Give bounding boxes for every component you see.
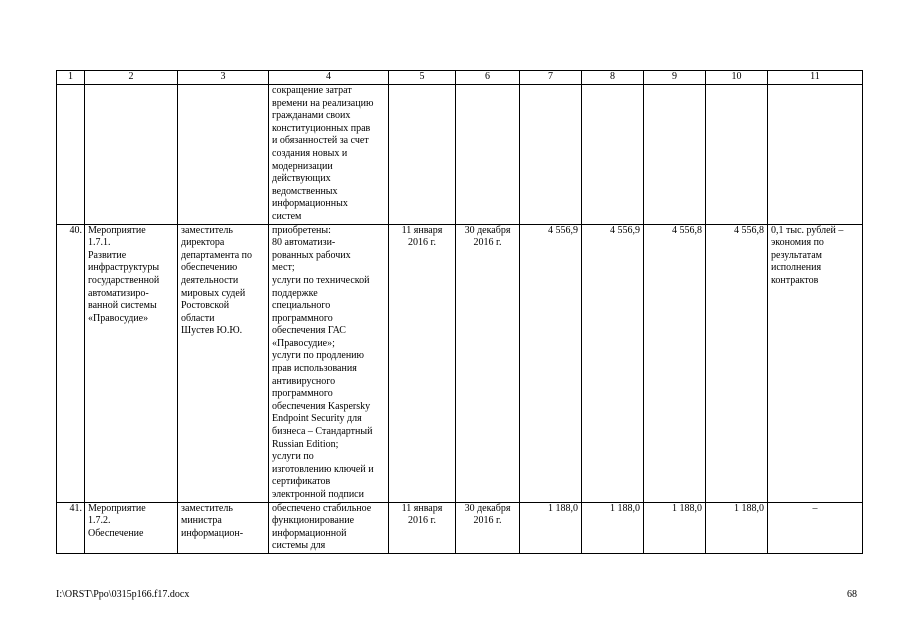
cell-text-line: услуги по: [272, 451, 314, 463]
header-row: [57, 71, 863, 85]
start-date-cell: [389, 224, 456, 502]
table-cell: [57, 85, 85, 225]
cell-text-line: гражданами своих: [272, 110, 351, 122]
cell-text-line: 2016 г.: [473, 237, 502, 249]
cell-text-line: программного: [272, 312, 333, 324]
cell-text-line: услуги по технической: [272, 274, 370, 286]
cell-text-line: директора: [181, 237, 225, 249]
measures-table: [56, 70, 863, 554]
column-header: 3: [178, 71, 269, 85]
amount-cell: 1 188,0: [644, 502, 706, 553]
cell-text-line: заместитель: [181, 502, 233, 514]
amount-cell: 1 188,0: [706, 502, 768, 553]
cell-text-line: 2016 г.: [473, 515, 502, 527]
cell-text-line: департамента по: [181, 249, 253, 261]
cell-text-line: времени на реализацию: [272, 97, 374, 109]
amount-cell: 1 188,0: [520, 502, 582, 553]
cell-text-line: бизнеса – Стандартный: [272, 426, 373, 438]
cell-text-line: автоматизиро-: [88, 287, 149, 299]
table-row: [57, 85, 863, 225]
cell-text-line: 30 декабря: [464, 224, 511, 236]
cell-text-line: изготовлению ключей и: [272, 463, 374, 475]
cell-text-line: обеспечено стабильное: [272, 502, 372, 514]
cell-text-line: электронной подписи: [272, 489, 364, 500]
table-cell: [520, 85, 582, 225]
column-header: 8: [582, 71, 644, 85]
table-row: [57, 502, 863, 553]
cell-text-line: обеспечения Kaspersky: [272, 400, 371, 412]
cell-text-line: рованных рабочих: [272, 249, 351, 261]
table-cell: [706, 85, 768, 225]
cell-text-line: государственной: [88, 274, 160, 286]
cell-text-line: инфраструктуры: [88, 262, 160, 274]
table-cell: [178, 85, 269, 225]
table-cell: [269, 85, 389, 225]
cell-text-line: приобретены:: [272, 224, 331, 236]
responsible-cell: [178, 224, 269, 502]
cell-text-line: 30 декабря: [464, 502, 511, 514]
cell-text-line: экономия по: [771, 237, 824, 249]
cell-text-line: сертификатов: [272, 476, 331, 488]
cell-text-line: Мероприятие: [88, 224, 146, 236]
cell-text-line: функционирование: [272, 515, 355, 527]
start-date-cell: [389, 502, 456, 553]
footer-file-path: I:\ORST\Ppo\0315p166.f17.docx: [56, 589, 190, 600]
cell-text-line: создания новых и: [272, 147, 348, 159]
cell-text-line: систем: [272, 210, 302, 222]
cell-text-line: Russian Edition;: [272, 438, 339, 450]
cell-text-line: заместитель: [181, 224, 233, 236]
amount-cell: 4 556,9: [582, 224, 644, 502]
cell-text-line: мест;: [272, 262, 295, 274]
cell-text-line: –: [812, 502, 818, 514]
cell-text-line: модернизации: [272, 160, 333, 172]
table-cell: [456, 85, 520, 225]
cell-text-line: деятельности: [181, 274, 239, 286]
column-header: 9: [644, 71, 706, 85]
column-header: 6: [456, 71, 520, 85]
result-cell: [269, 224, 389, 502]
cell-text-line: контрактов: [771, 274, 819, 286]
table-cell: [644, 85, 706, 225]
cell-text-line: ванной системы: [88, 300, 157, 312]
end-date-cell: [456, 502, 520, 553]
cell-text-line: мировых судей: [181, 287, 246, 299]
cell-text-line: результатам: [771, 249, 822, 261]
cell-text-line: сокращение затрат: [272, 85, 352, 96]
amount-cell: 1 188,0: [582, 502, 644, 553]
table-cell: [582, 85, 644, 225]
cell-text-line: прав использования: [272, 363, 357, 375]
cell-text-line: 80 автоматизи-: [272, 237, 336, 249]
amount-cell: 4 556,8: [644, 224, 706, 502]
cell-text-line: 2016 г.: [408, 237, 436, 249]
cell-text-line: действующих: [272, 173, 331, 185]
cell-text-line: Обеспечение: [88, 527, 144, 539]
cell-text-line: «Правосудие»;: [272, 337, 335, 349]
amount-cell: 4 556,9: [520, 224, 582, 502]
cell-text-line: информационной: [272, 527, 347, 539]
column-header: 7: [520, 71, 582, 85]
note-cell: [768, 224, 863, 502]
measure-name-cell: [85, 224, 178, 502]
table-cell: [389, 85, 456, 225]
cell-text-line: «Правосудие»: [88, 312, 149, 324]
table-row: [57, 224, 863, 502]
column-header: 2: [85, 71, 178, 85]
amount-cell: 4 556,8: [706, 224, 768, 502]
cell-text-line: ведомственных: [272, 185, 338, 197]
cell-text-line: министра: [181, 515, 222, 527]
note-cell: [768, 502, 863, 553]
cell-text-line: исполнения: [771, 262, 822, 274]
responsible-cell: [178, 502, 269, 553]
cell-text-line: конституционных прав: [272, 122, 371, 134]
cell-text-line: Ростовской: [181, 300, 230, 312]
footer-page-number: 68: [847, 589, 857, 600]
table-cell: [85, 85, 178, 225]
result-cell: [269, 502, 389, 553]
cell-text-line: 1.7.2.: [88, 515, 111, 527]
measure-name-cell: [85, 502, 178, 553]
row-number: 40.: [57, 224, 85, 502]
cell-text-line: специального: [272, 300, 331, 312]
column-header: 1: [57, 71, 85, 85]
cell-text-line: услуги по продлению: [272, 350, 364, 362]
column-header: 5: [389, 71, 456, 85]
cell-text-line: Endpoint Security для: [272, 413, 362, 425]
cell-text-line: 11 января: [401, 224, 443, 236]
cell-text-line: Развитие: [88, 249, 127, 261]
cell-text-line: поддержке: [272, 287, 318, 299]
cell-text-line: информацион-: [181, 527, 244, 539]
cell-text-line: и обязанностей за счет: [272, 135, 369, 147]
cell-text-line: антивирусного: [272, 375, 336, 387]
row-number: 41.: [57, 502, 85, 553]
cell-text-line: системы для: [272, 540, 326, 552]
cell-text-line: обеспечения ГАС: [272, 325, 346, 337]
cell-text-line: 0,1 тыс. рублей –: [771, 224, 844, 236]
cell-text-line: области: [181, 312, 215, 324]
cell-text-line: информационных: [272, 198, 348, 210]
cell-text-line: программного: [272, 388, 333, 400]
table-cell: [768, 85, 863, 225]
column-header: 4: [269, 71, 389, 85]
cell-text-line: Шустев Ю.Ю.: [181, 325, 243, 337]
column-header: 11: [768, 71, 863, 85]
cell-text-line: 2016 г.: [408, 515, 436, 527]
cell-text-line: 11 января: [401, 502, 443, 514]
end-date-cell: [456, 224, 520, 502]
cell-text-line: 1.7.1.: [88, 237, 111, 249]
cell-text-line: Мероприятие: [88, 502, 146, 514]
cell-text-line: обеспечению: [181, 262, 238, 274]
column-header: 10: [706, 71, 768, 85]
